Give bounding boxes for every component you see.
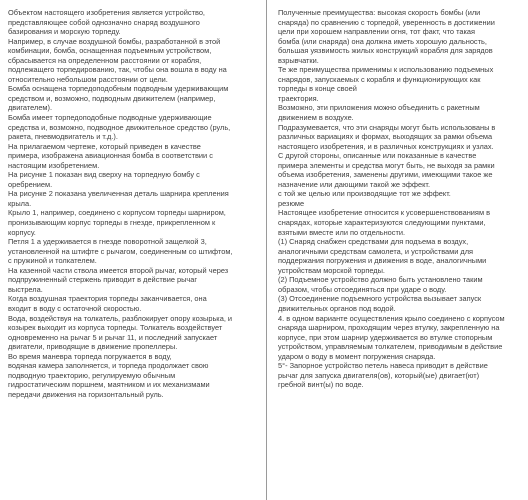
text-line: настоящего изобретения, и в различных конструкциях и узлах. (278, 141, 494, 151)
text-line: корпусу. (8, 227, 36, 237)
text-line: примера элементы и средства могут быть, не выходя за рамки (278, 160, 495, 170)
text-line: торпеды в конце своей (278, 84, 357, 94)
text-line: сбрасывается на определенном расстоянии от корабля, (8, 55, 202, 65)
text-line: Петля 1 а удерживается в гнезде поворотной защелкой 3, (8, 237, 207, 247)
text-line: Объектом настоящего изобретения является устройство, (8, 8, 205, 17)
text-line: резюме (278, 198, 305, 208)
text-line: подлежащего торпедированию, так, чтобы она вошла в воду на (8, 65, 227, 75)
text-line: Когда воздушная траектория торпеды заканчивается, она (8, 294, 207, 304)
text-line: двигателем). (8, 103, 53, 113)
column-divider (266, 0, 267, 500)
text-line: На прилагаемом чертеже, который приведен в качестве (8, 141, 201, 151)
text-line: одновременно на рычаг 5 и рычаг 11, и последний запускает (8, 332, 218, 342)
text-line: представляющее собой однозначно снаряд воздушного (8, 17, 200, 27)
text-line: Возможно, эти приложения можно объединить с ракетным (278, 103, 480, 113)
text-line: Подразумевается, что эти снаряды могут быть использованы в (278, 122, 496, 132)
text-line: аналогичными средствам самолета, и устройствами для (278, 246, 474, 256)
text-line: средства и, возможно, подводное движительное средство (руль, (8, 122, 231, 132)
text-line: объема изобретения, заменены другими, имеющими такое же (278, 170, 493, 180)
text-line: с той же целью или производящие тот же эффект. (278, 189, 451, 199)
text-line: С другой стороны, описанные или показанные в качестве (278, 151, 477, 161)
text-line: (3) Отсоединение подъемного устройства вызывает запуск (278, 294, 482, 304)
text-line: с пружиной и толкателем. (8, 256, 97, 266)
text-line: относительно небольшом расстоянии от цели. (8, 74, 168, 84)
text-line: оребрением. (8, 179, 53, 189)
text-line: гидростатическим поршнем, маятником и их механизмами (8, 380, 210, 390)
text-line: бомба (или снаряда) она должна иметь хорошую дальность, (278, 36, 487, 46)
text-line: поддержания погружения и движения в воде, аналогичными (278, 256, 487, 266)
text-line: установленной на штифте с рычагом, соединенным со штифтом, (8, 246, 233, 256)
text-line: На рисунке 2 показана увеличенная деталь шарнира крепления (8, 189, 229, 199)
text-line: подводную траекторию, регулируемую обычным (8, 370, 176, 380)
text-line: большая уязвимость жилых конструкций корабля для зарядов (278, 46, 493, 56)
text-line: снарядах, которые характеризуются следующими пунктами, (278, 218, 486, 228)
text-line: снарядов, запускаемых с корабля и функционирующих как (278, 74, 481, 84)
text-line: движительных органов под водой. (278, 303, 396, 313)
text-line: снаряда шарниром, проходящим через втулку, закрепленную на (278, 323, 500, 333)
text-line: Во время маневра торпеда погружается в воду, (8, 351, 172, 361)
text-line: настоящим изобретением. (8, 160, 100, 170)
text-line: цели при хорошем направлении огня, тот факт, что такая (278, 27, 476, 37)
text-line: входит в воду с остаточной скоростью. (8, 303, 142, 313)
text-line: Настоящее изобретение относится к усовершенствованиям в (278, 208, 490, 218)
text-line: Бомба имеет торпедоподобные подводные удерживающие (8, 113, 212, 123)
right-column (278, 8, 522, 500)
text-line: примера, изображена авиационная бомба в соответствии с (8, 151, 213, 161)
text-line: На казенной части ствола имеется второй рычаг, который через (8, 265, 229, 275)
text-line: различных вариациях и формах, выходящих за рамки объема (278, 132, 493, 142)
text-line: назначение или дающими такой же эффект. (278, 179, 431, 189)
text-line: 5°- Запорное устройство петель навеса приводит в действие (278, 361, 488, 371)
text-line: передачи движения на горизонтальный руль. (8, 389, 164, 399)
text-line: козырек выходит из корпуса торпеды. Толкатель воздействует (8, 323, 223, 333)
text-line: устройством, управляемым толкателем, приводимым в действие (278, 342, 503, 352)
text-line: Например, в случае воздушной бомбы, разработанной в этой (8, 36, 221, 46)
text-line: водяная камера заполняется, и торпеда продолжает свою (8, 361, 209, 371)
text-line: средством и, возможно, подводным движителем (например, (8, 93, 216, 103)
text-line: снаряда) по сравнению с торпедой, уверенность в достижении (278, 17, 495, 27)
text-line: (1) Снаряд снабжен средствами для подъема в воздух, (278, 237, 469, 247)
text-line: комбинации, бомба, оснащенная подъемным устройством, (8, 46, 212, 56)
text-line: крыла. (8, 198, 32, 208)
text-line: гребной винт(ы) по воде. (278, 380, 364, 390)
text-line: устройствам морской торпеды. (278, 265, 385, 275)
text-line: двигатели, приводящие в движение пропеллеры. (8, 342, 178, 352)
text-line: На рисунке 1 показан вид сверху на торпедную бомбу с (8, 170, 200, 180)
text-line: ударом о воду в момент погружения снаряда. (278, 351, 436, 361)
text-line: базирования и морскую торпеду. (8, 27, 121, 37)
text-line: рычаг для запуска двигателя(ов), который(ые) двигает(ют) (278, 370, 480, 380)
text-line: корпусе, при этом шарнир удерживается во втулке стопорным (278, 332, 493, 342)
text-line: выстрела. (8, 284, 43, 294)
text-line: Крыло 1, например, соединено с корпусом торпеды шарниром, (8, 208, 226, 218)
text-line: подпружиненный стержень приводит в действие рычаг (8, 275, 198, 285)
text-line: Бомба оснащена торпедоподобным подводным удерживающим (8, 84, 229, 94)
text-line: движением в воздухе. (278, 113, 354, 123)
text-line: взятыми вместе или по отдельности. (278, 227, 406, 237)
text-line: 4. в одном варианте осуществления крыло соединено с корпусом (278, 313, 505, 323)
text-line: (2) Подъемное устройство должно быть установлено таким (278, 275, 483, 285)
text-line: Полученные преимущества: высокая скорость бомбы (или (278, 8, 481, 17)
text-line: пронизывающим корпус торпеды в гнезде, прикрепленном к (8, 218, 216, 228)
left-column (8, 8, 253, 500)
text-line: Вода, воздействуя на толкатель, разблокирует опору козырька, и (8, 313, 233, 323)
text-line: взрывчатки. (278, 55, 319, 65)
text-line: траектория. (278, 93, 319, 103)
text-line: Те же преимущества применимы к использованию подъемных (278, 65, 494, 75)
text-line: образом, чтобы отсоединяться при ударе о воду. (278, 284, 447, 294)
text-line: ракета, пневмодвигатель и т.д.). (8, 132, 118, 142)
